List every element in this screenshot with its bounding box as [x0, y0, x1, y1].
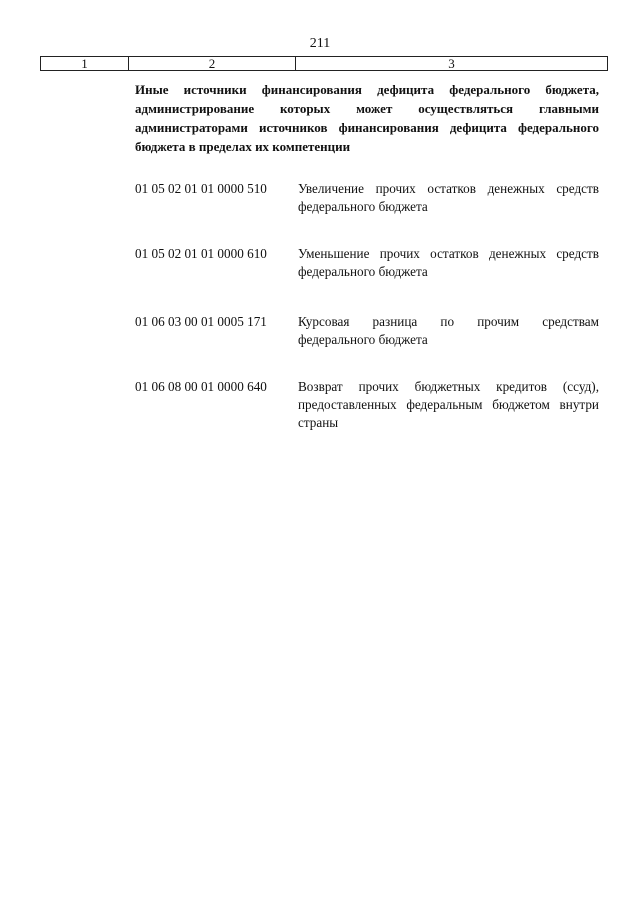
table-row: [135, 313, 599, 349]
column-header-2: 2: [129, 57, 296, 70]
table-row: [135, 245, 599, 281]
row-description: Возврат прочих бюджетных кредитов (ссуд), предоставленных федеральным бюджетом внутри страны: [298, 379, 599, 430]
row-code: 01 06 03 00 01 0005 171: [135, 314, 267, 329]
page-number: 211: [309, 36, 331, 51]
section-title: Иные источники финансирования дефицита федерального бюджета, администрирование которых может осуществляться главными администраторами источников финансирования дефицита федерального бюджета в пределах их компетенции: [135, 82, 599, 154]
column-header-1: 1: [41, 57, 129, 70]
row-code: 01 06 08 00 01 0000 640: [135, 379, 267, 394]
row-description: Увеличение прочих остатков денежных средств федерального бюджета: [298, 181, 599, 214]
table-row: [135, 378, 599, 432]
row-description: Курсовая разница по прочим средствам федерального бюджета: [298, 314, 599, 347]
row-code: 01 05 02 01 01 0000 610: [135, 246, 267, 261]
row-code: 01 05 02 01 01 0000 510: [135, 181, 267, 196]
table-row: [135, 180, 599, 216]
column-header-table: [40, 56, 608, 71]
column-header-3: 3: [448, 56, 455, 71]
row-description: Уменьшение прочих остатков денежных средств федерального бюджета: [298, 246, 599, 279]
